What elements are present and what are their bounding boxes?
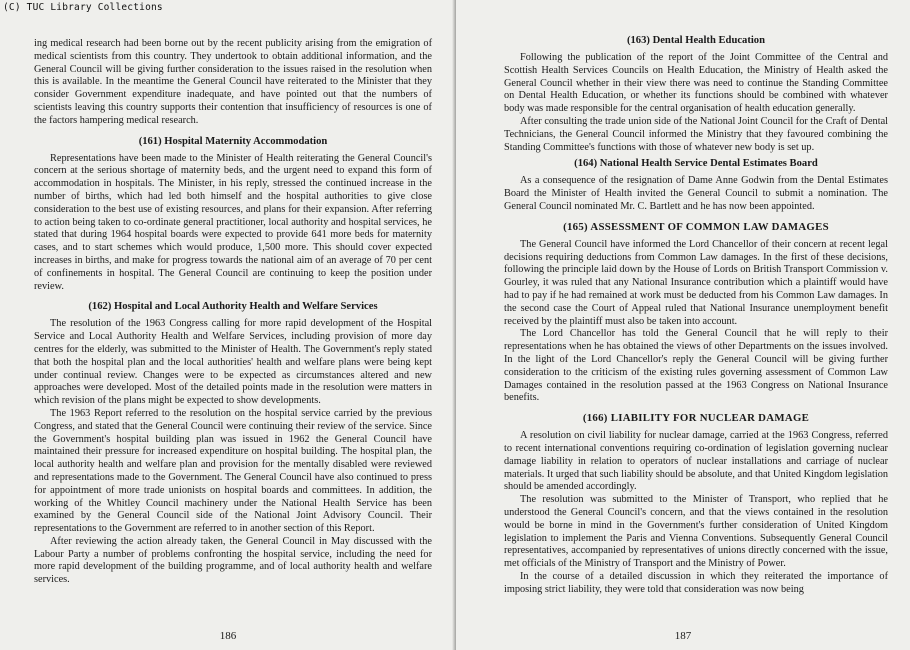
s165-paragraph: The General Council have informed the Lord Chancellor of their concern at recent legal decisions requiring deductions from Common Law damages. In the first of these decisions, following the principle laid down by the House of Lords on British Transport Commission v. Gourley, it was ruled that any National Insurance contribution which a plaintiff would have had to pay if he had remained at work must be deducted from his Common Law damages. In the second case the Court of Appeal ruled that National Insurance unemployment benefit received by the plaintiff must also be taken into account. xyxy=(504,238,888,327)
heading-166: (166) LIABILITY FOR NUCLEAR DAMAGE xyxy=(582,412,810,425)
heading-162: (162) Hospital and Local Authority Health and Welfare Services xyxy=(88,301,378,313)
s166-paragraph: In the course of a detailed discussion in which they reiterated the importance of imposing strict liability, they were told that consideration was now being xyxy=(504,570,888,595)
s163-paragraph: After consulting the trade union side of the National Joint Council for the Craft of Dental Technicians, the General Council informed the Ministry that they favoured combining the Standing Committee's functions with those of whatever new body is set up. xyxy=(504,115,888,153)
heading-163: (163) Dental Health Education xyxy=(626,35,765,46)
intro-paragraph: ing medical research had been borne out by the recent publicity arising from the emigration of medical scientists from this country. They undertook to obtain additional information, and the General Council will be giving further consideration to the issues raised in the resolution when this is available. In the meantime the General Council have reiterated to the Minister that they consider Government expenditure inadequate, and have pointed out that the numbers of scientists leaving this country supports their contention that insufficiency of resources is one of the factors hampering medical research. xyxy=(34,38,432,126)
s162-paragraph: The resolution of the 1963 Congress calling for more rapid development of the Hospital Service and Local Authority Health and Welfare Services, including provision of more day centres for the elderly, was submitted to the Minister of Health. The Government's reply stated that both the hospital plan and the local authorities' health and welfare plans were being kept under continual review. Changes were to be expected as circumstances altered and new approaches were developed. Most of the detailed points made in the resolution were matters in which revision of the plans might be expected to show developments. xyxy=(34,318,432,407)
s162-paragraph: After reviewing the action already taken, the General Council in May discussed with the Labour Party a number of problems confronting the hospital service, including the need for more rapid development of the building programme, and of local authority health and welfare services. xyxy=(34,535,432,586)
s166-paragraph: The resolution was submitted to the Minister of Transport, who replied that he understood the General Council's concern, and that the views contained in the resolution would be borne in mind in the Government's further consideration of United Kingdom legislation to implement the Paris and Vienna Conventions. Subsequently General Council representatives, accompanied by representatives of unions directly concerned with the issue, met officials of the Ministry of Transport and the Ministry of Power. xyxy=(504,494,888,570)
heading-161: (161) Hospital Maternity Accommodation xyxy=(138,135,328,147)
s164-paragraph: As a consequence of the resignation of Dame Anne Godwin from the Dental Estimates Board the Minister of Health invited the General Council to submit a nomination. The General Council nominated Mr. C. Bartlett and he has now been appointed. xyxy=(504,175,888,212)
heading-164: (164) National Health Service Dental Estimates Board xyxy=(574,158,818,170)
s166-paragraph: A resolution on civil liability for nuclear damage, carried at the 1963 Congress, referred to recent international conventions requiring co-ordination of legislation governing nuclear damage liability in relation to operators of nuclear installations and carriage of nuclear materials. It urged that such liability should be absolute, and that United Kingdom legislation should be amended accordingly. xyxy=(504,430,888,493)
s163-paragraph: Following the publication of the report of the Joint Committee of the Central and Scottish Health Services Councils on Health Education, the Ministry of Health asked the General Council whether in their view there was need to continue the Standing Committee on Dental Health Education, or whether its functions should be combined with whatever body was made responsible for the central organisation of health education generally. xyxy=(504,52,888,115)
page-number-left: 186 xyxy=(219,630,237,642)
heading-165: (165) ASSESSMENT OF COMMON LAW DAMAGES xyxy=(563,220,829,233)
s165-paragraph: The Lord Chancellor has told the General Council that he will reply to their representations when he has obtained the views of other Departments on the issues involved. In the light of the Lord Chancellor's reply the General Council will be giving further consideration to the criticism of the existing rules governing assessment of Common Law Damages contained in the resolution passed at the 1963 Congress on National Insurance benefits. xyxy=(504,328,888,404)
watermark: (C) TUC Library Collections xyxy=(3,2,163,13)
right-page xyxy=(456,0,910,650)
s162-paragraph: The 1963 Report referred to the resolution on the hospital service carried by the previous Congress, and stated that the General Council were continuing their review of the service. Since the Government's hospital building plan was issued in 1962 the General Council have maintained their pressure for increased expenditure on hospital building. The hospital plan, the local authority health and welfare plan and provision for the mentally disabled were reviewed and representations made to the Government. The General Council have also continued to press for appointment of more trade unionists on hospital boards and committees. In addition, the working of the Whitley Council machinery under the National Health Service has been examined by the General Council side of the National Joint Advisory Council. Their representations to the Government are referred to in another section of this Report. xyxy=(34,407,432,535)
page-number-right: 187 xyxy=(674,630,692,642)
s161-paragraph: Representations have been made to the Minister of Health reiterating the General Council's concern at the serious shortage of maternity beds, and the urgent need to expand this form of accommodation in hospitals. The Minister, in his reply, stressed the continued increase in the number of births, which had led both himself and the hospital authorities to give close consideration to the best use of existing resources, and plans for their expansion. After referring to action being taken to co-ordinate general practitioner, local authority and hospital services, he stated that during 1964 hospital boards were expected to provide 641 more beds for maternity cases, and to start schemes which would produce, 1,500 more. This should cover expected increases in births, and make for progress towards the national aim of an average of 70 per cent of confinements in hospital. The General Council are continuing to keep the position under review. xyxy=(34,152,432,292)
